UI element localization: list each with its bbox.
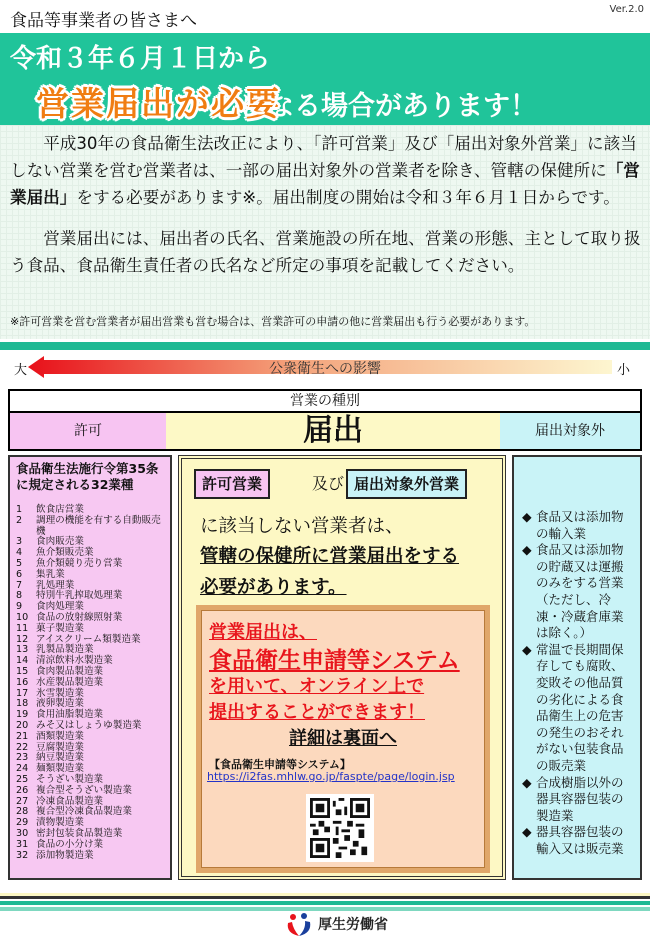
diamond-bullet-icon: ◆ (522, 774, 532, 790)
permit-item-label: 清涼飲料水製造業 (36, 655, 113, 667)
permit-item (16, 851, 164, 862)
system-link[interactable]: https://i2fas.mhlw.go.jp/faspte/page/login.jsp (207, 770, 455, 783)
permit-item-number: 2 (16, 514, 23, 526)
permit-item-label: 納豆製造業 (36, 752, 84, 764)
permit-list (16, 505, 164, 861)
permit-column (8, 455, 172, 880)
permit-item-number: 10 (16, 611, 29, 623)
permit-item-label: 食肉処理業 (36, 601, 84, 613)
permit-item-number: 32 (16, 849, 29, 861)
permit-item-label: 添加物製造業 (36, 849, 94, 861)
permit-item-label: 魚介類競り売り営業 (36, 557, 123, 569)
permit-item-label: 乳処理業 (36, 579, 75, 591)
permit-item-number: 26 (16, 784, 29, 796)
permit-item-number: 25 (16, 773, 29, 785)
and-label: 及び (312, 474, 345, 493)
exempt-item (522, 509, 634, 542)
system-label: 【食品衛生申請等システム】 (209, 758, 351, 771)
logo-text: 厚生労働省 (318, 917, 388, 933)
exempt-item-label: 常温で長期間保存しても腐敗、変敗その他品質の劣化による食品衛生上の危害の発生のおそれがない包装食品の販売業 (536, 641, 624, 773)
diamond-bullet-icon: ◆ (522, 542, 532, 558)
diamond-bullet-icon: ◆ (522, 641, 532, 657)
permit-item (16, 732, 164, 743)
permit-item-label: アイスクリーム類製造業 (36, 633, 141, 645)
qr-code-icon[interactable] (306, 794, 374, 862)
permit-item-number: 13 (16, 644, 29, 656)
permit-item-label: 麺類製造業 (36, 763, 84, 775)
notify-column (178, 455, 506, 880)
online-line-1: 営業届出は、 (209, 622, 317, 643)
permit-item-number: 14 (16, 655, 29, 667)
permit-item-label: 食肉販売業 (36, 536, 84, 548)
audience-title: 食品等事業者の皆さまへ (10, 11, 197, 31)
permit-item-number: 17 (16, 687, 29, 699)
permit-item (16, 516, 164, 538)
permit-item-label: 魚介類販売業 (36, 547, 94, 559)
permit-item-number: 11 (16, 622, 29, 634)
permit-item-number: 27 (16, 795, 29, 807)
permit-item-number: 28 (16, 806, 29, 818)
permit-list-title: 食品衛生法施行令第35条に規定される32業種 (16, 461, 159, 492)
badge-permit: 許可営業 (194, 469, 270, 499)
exempt-item (522, 824, 634, 857)
ministry-logo (284, 911, 388, 937)
p1-text: 平成30年の食品衛生法改正により、「許可営業」及び「届出対象外営業」に該当しない営業を営む営業者は、一部の届出対象外の営業者を除き、管轄の保健所に (10, 134, 637, 180)
online-system-box (196, 605, 490, 873)
p1-bold: 「営業届出」 (10, 161, 640, 207)
footer-stripes (0, 893, 650, 911)
permit-item-number: 6 (16, 568, 23, 580)
permit-item-number: 8 (16, 590, 23, 602)
permit-item-label: 氷雪製造業 (36, 687, 84, 699)
permit-item-label: 漬物製造業 (36, 817, 84, 829)
banner-date: 令和３年６月１日から (10, 44, 271, 74)
permit-item (16, 624, 164, 635)
permit-item-number: 7 (16, 579, 23, 591)
online-line-4: 提出することができます！ (209, 702, 425, 723)
exempt-column (512, 455, 642, 880)
intro-paragraph-2: 営業届出には、届出者の氏名、営業施設の所在地、営業の形態、主として取り扱う食品、食品衛生責任者の氏名など所定の事項を記載してください。 (10, 229, 641, 275)
permit-item-label: 水産製品製造業 (36, 676, 104, 688)
permit-item-label: 菓子製造業 (36, 622, 84, 634)
exempt-item (522, 542, 634, 642)
permit-item-label: 液卵製造業 (36, 698, 84, 710)
diamond-bullet-icon: ◆ (522, 509, 532, 524)
exempt-item-label: 器具容器包装の輸入又は販売業 (536, 824, 624, 856)
badge-exempt: 届出対象外営業 (346, 469, 467, 499)
see-reverse: 詳細は裏面へ (289, 728, 397, 749)
permit-item-number: 20 (16, 719, 29, 731)
permit-item-number: 23 (16, 752, 29, 764)
banner-rest: になる場合があります！ (240, 91, 537, 122)
scale-low: 小 (617, 363, 631, 378)
permit-item-label: 特別牛乳搾取処理業 (36, 590, 123, 602)
permit-item-number: 24 (16, 763, 29, 775)
permit-item-label: 食肉製品製造業 (36, 665, 104, 677)
permit-item-label: そうざい製造業 (36, 773, 104, 785)
permit-item-label: 食品の小分け業 (36, 838, 104, 850)
permit-item (16, 786, 164, 797)
exempt-item-label: 食品又は添加物の輸入業 (536, 509, 624, 541)
business-type-header: 営業の種別 (8, 389, 642, 413)
permit-item-label: 調理の機能を有する自動販売機 (36, 514, 161, 537)
exempt-item-label: 合成樹脂以外の器具容器包装の製造業 (536, 774, 624, 823)
permit-item-number: 30 (16, 827, 29, 839)
version-label: Ver.2.0 (609, 4, 644, 15)
scale-label: 公衆衛生への影響 (269, 361, 381, 377)
permit-item-label: 酒類製造業 (36, 730, 84, 742)
permit-item-number: 29 (16, 817, 29, 829)
permit-item-label: 豆腐製造業 (36, 741, 84, 753)
permit-item-label: みそ又はしょうゆ製造業 (36, 719, 142, 731)
permit-item-label: 密封包装食品製造業 (36, 827, 123, 839)
permit-item-label: 食用油脂製造業 (36, 709, 104, 721)
permit-item-number: 19 (16, 709, 29, 721)
permit-item-label: 集乳業 (36, 568, 65, 580)
permit-item-number: 4 (16, 547, 23, 559)
permit-item-label: 乳製品製造業 (36, 644, 94, 656)
permit-item-number: 3 (16, 536, 23, 548)
permit-item-label: 食品の放射線照射業 (36, 611, 123, 623)
online-line-2: 食品衛生申請等システム (209, 648, 460, 674)
diamond-bullet-icon: ◆ (522, 824, 532, 840)
scale-high: 大 (14, 363, 28, 378)
permit-item (16, 678, 164, 689)
mhlw-logo-icon (284, 911, 314, 937)
permit-item-label: 複合型冷凍食品製造業 (36, 806, 132, 818)
exempt-list (522, 509, 634, 857)
permit-item-label: 飲食店営業 (36, 504, 84, 515)
permit-item-number: 31 (16, 838, 29, 850)
notify-line-1: に該当しない営業者は、 (200, 516, 404, 537)
permit-item-number: 9 (16, 601, 23, 613)
intro-paragraph-1 (10, 130, 642, 211)
category-exempt: 届出対象外 (500, 413, 642, 451)
permit-item-label: 冷凍食品製造業 (36, 795, 104, 807)
exempt-item (522, 775, 634, 825)
category-permit: 許可 (8, 413, 166, 451)
exempt-item-label: 食品又は添加物の貯蔵又は運搬のみをする営業（ただし、冷凍・冷蔵倉庫業は除く。） (536, 542, 624, 641)
permit-item-number: 15 (16, 665, 29, 677)
permit-item-number: 12 (16, 633, 29, 645)
permit-item (16, 570, 164, 581)
permit-item-label: 複合型そうざい製造業 (36, 784, 132, 796)
category-notify: 届出 (303, 413, 363, 448)
permit-item-number: 5 (16, 557, 23, 569)
permit-item-number: 22 (16, 741, 29, 753)
permit-item-number: 1 (16, 504, 23, 515)
permit-item-number: 16 (16, 676, 29, 688)
permit-item (16, 840, 164, 851)
online-line-3: を用いて、オンライン上で (209, 676, 425, 697)
banner-highlight: 営業届出が必要 (36, 84, 281, 123)
permit-item-number: 18 (16, 698, 29, 710)
notify-line-3: 必要があります。 (200, 577, 347, 598)
footnote: ※許可営業を営む営業者が届出営業も営む場合は、営業許可の申請の他に営業届出も行う必要があります。 (10, 315, 536, 328)
notify-line-2: 管轄の保健所に営業届出をする (200, 546, 460, 567)
p1-end: をする必要があります※。届出制度の開始は令和３年６月１日からです。 (76, 188, 620, 207)
exempt-item (522, 642, 634, 775)
divider (0, 342, 650, 350)
permit-item-number: 21 (16, 730, 29, 742)
